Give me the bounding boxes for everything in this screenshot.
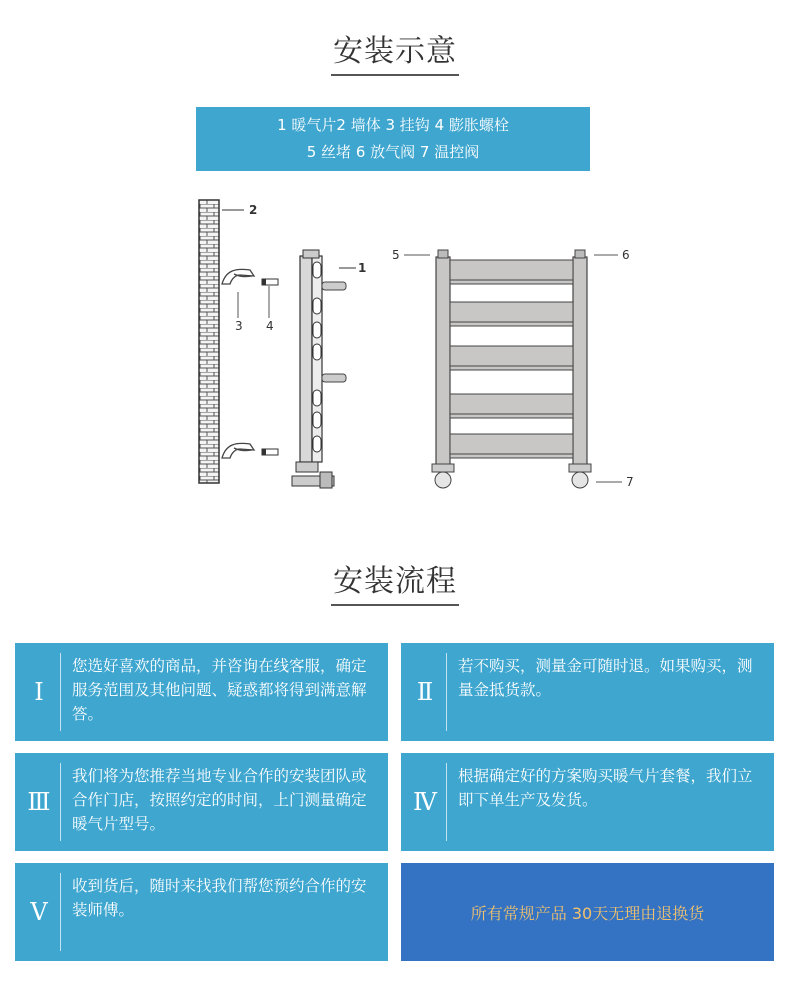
step-text: 收到货后，随时来找我们帮您预约合作的安装师傅。 [72,877,367,919]
return-policy-banner: 所有常规产品 30天无理由退换货 [401,863,774,961]
radiator-front-view [432,250,591,488]
step-divider [60,653,61,731]
step-text: 您选好喜欢的商品，并咨询在线客服，确定服务范围及其他问题、疑惑都将得到满意解答。 [72,657,367,723]
label-1: 1 [358,261,367,275]
process-step-5 [15,863,388,961]
process-step-1 [15,643,388,741]
bolt-top [262,279,278,285]
process-step-3 [15,753,388,851]
installation-diagram [0,180,790,520]
step-numeral: Ⅳ [413,788,437,816]
hook-top [222,269,254,284]
label-6: 6 [622,248,630,262]
install-diagram-title: 安装示意 [0,26,790,76]
step-text: 我们将为您推荐当地专业合作的安装团队或合作门店，按照约定的时间，上门测量确定暖气片型号。 [72,767,367,833]
step-numeral: Ⅲ [27,788,51,816]
label-7: 7 [626,475,634,489]
step-text: 根据确定好的方案购买暖气片套餐，我们立即下单生产及发货。 [458,767,753,809]
step-divider [60,763,61,841]
step-numeral: Ⅴ [30,898,48,926]
step-numeral: Ⅱ [416,678,434,706]
step-text: 若不购买，测量金可随时退。如果购买，测量金抵货款。 [458,657,753,699]
process-step-2 [401,643,774,741]
hook-bottom [222,443,254,458]
label-4: 4 [266,319,274,333]
install-process-title: 安装流程 [0,556,790,606]
step-divider [60,873,61,951]
bolt-bottom [262,449,278,455]
wall [199,200,219,483]
parts-legend [196,107,590,171]
step-numeral: Ⅰ [34,678,44,706]
legend-line-1: 1 暖气片2 墙体 3 挂钩 4 膨胀螺栓 [277,116,509,134]
process-step-4 [401,753,774,851]
label-5: 5 [392,248,400,262]
label-2: 2 [249,203,258,217]
step-divider [446,763,447,841]
label-3: 3 [235,319,243,333]
radiator-side-view [292,250,346,488]
legend-line-2: 5 丝堵 6 放气阀 7 温控阀 [306,143,480,161]
step-divider [446,653,447,731]
